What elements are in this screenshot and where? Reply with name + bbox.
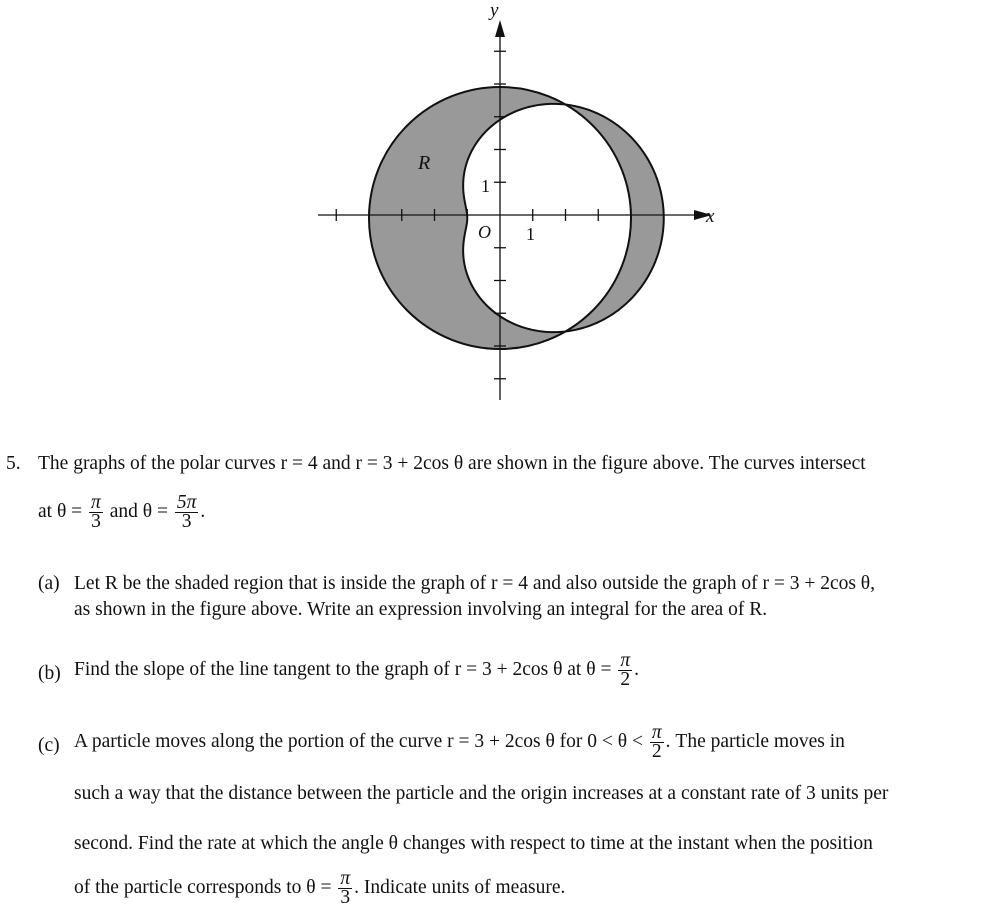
x-tick-label: 1 — [526, 224, 535, 244]
frac-num: π — [91, 492, 101, 513]
intro-end: . — [200, 500, 206, 522]
part-c-line-4 — [74, 870, 565, 907]
part-b-end: . — [634, 658, 639, 680]
frac-5pi-over-3 — [175, 494, 199, 531]
polar-figure — [0, 0, 996, 420]
frac-pi-over-2 — [618, 652, 632, 689]
frac-num: π — [620, 650, 631, 671]
frac-pi-over-3 — [89, 494, 103, 531]
origin-label: O — [478, 222, 491, 242]
part-c-line-2: such a way that the distance between the particle and the origin increases at a constant rate of 3 units per — [74, 783, 889, 804]
intro-at: at θ = — [38, 500, 83, 522]
frac-pi-over-2-c — [650, 724, 664, 761]
frac-num: π — [651, 722, 662, 743]
intro-and: and θ = — [109, 500, 168, 522]
part-c-text-4a: of the particle corresponds to θ = — [74, 876, 332, 898]
part-b-label: (b) — [38, 663, 61, 684]
part-c-line-1 — [74, 724, 845, 761]
frac-num: 5π — [176, 492, 197, 513]
part-a-line-2: as shown in the figure above. Write an expression involving an integral for the area of R. — [74, 599, 768, 620]
frac-pi-over-3-c — [338, 870, 352, 907]
y-axis-label: y — [490, 0, 499, 21]
part-a-line-1: Let R be the shaded region that is inside the graph of r = 4 and also outside the graph of r = 3 + 2cos θ, — [74, 573, 876, 594]
frac-den: 3 — [340, 887, 351, 908]
frac-num: π — [340, 868, 351, 889]
intersection-line — [38, 494, 205, 531]
part-b-text: Find the slope of the line tangent to the graph of r = 3 + 2cos θ at θ = — [74, 658, 612, 680]
frac-den: 2 — [620, 669, 631, 690]
part-c-text-1a: A particle moves along the portion of the curve r = 3 + 2cos θ for 0 < θ < — [74, 730, 643, 752]
problem-number: 5. — [6, 453, 21, 474]
problem-intro: The graphs of the polar curves r = 4 and r = 3 + 2cos θ are shown in the figure above. The curves intersect — [38, 453, 866, 474]
part-a-label: (a) — [38, 573, 60, 594]
frac-den: 2 — [651, 741, 662, 762]
frac-den: 3 — [91, 511, 101, 532]
part-c-label: (c) — [38, 735, 60, 756]
part-b-line — [74, 652, 639, 689]
part-c-text-1b: . The particle moves in — [665, 730, 845, 752]
y-axis-arrow — [495, 20, 505, 37]
y-tick-label: 1 — [481, 176, 490, 196]
part-c-line-3: second. Find the rate at which the angle θ changes with respect to time at the instant when the position — [74, 833, 873, 854]
x-axis-label: x — [706, 206, 715, 227]
region-label: R — [418, 152, 431, 174]
part-c-text-4b: . Indicate units of measure. — [354, 876, 566, 898]
frac-den: 3 — [181, 511, 192, 532]
